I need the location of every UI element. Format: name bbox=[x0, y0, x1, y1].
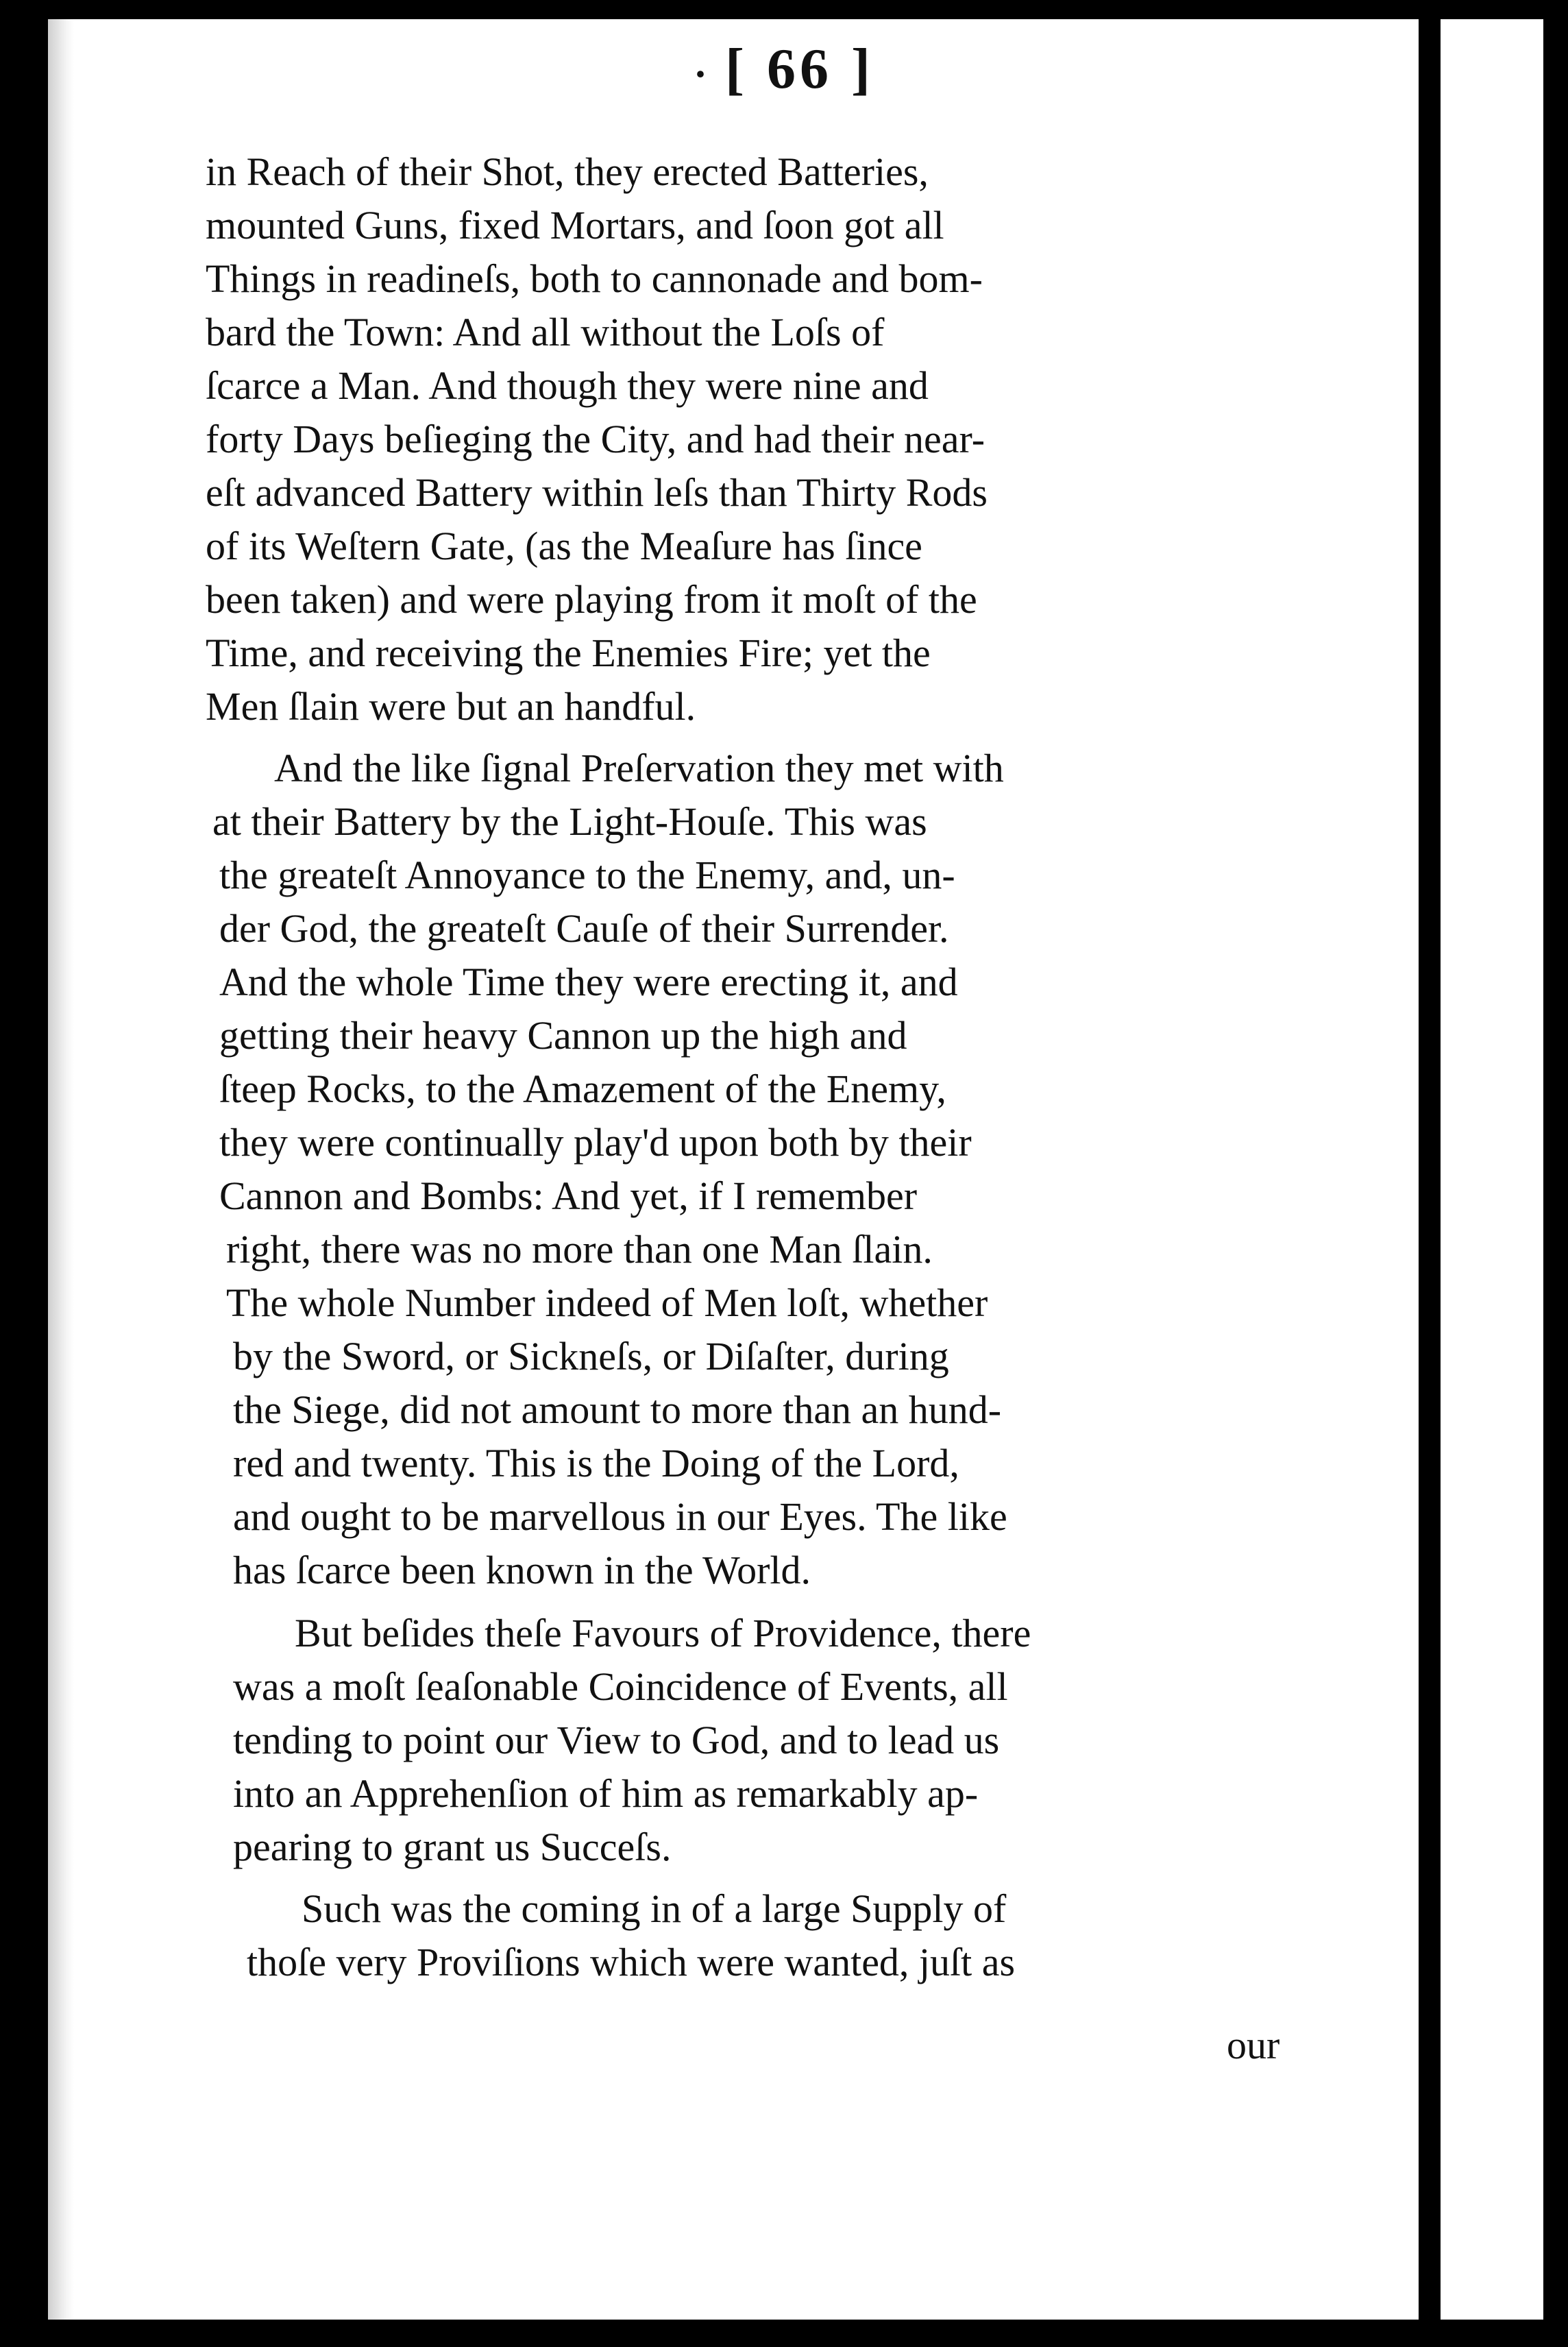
text-line: the Siege, did not amount to more than an hund- bbox=[233, 1387, 1002, 1432]
text-line: Things in readineſs, both to cannonade and bom- bbox=[206, 256, 983, 301]
text-line: at their Battery by the Light-Houſe. This was bbox=[212, 799, 927, 844]
text-line: of its Weſtern Gate, (as the Meaſure has ſince bbox=[206, 524, 922, 568]
text-line: was a moſt ſeaſonable Coincidence of Events, all bbox=[233, 1664, 1008, 1709]
page-number-header bbox=[0, 36, 1568, 102]
text-line: Time, and receiving the Enemies Fire; yet the bbox=[206, 631, 931, 675]
text-line: bard the Town: And all without the Loſs of bbox=[206, 310, 885, 354]
text-line: thoſe very Proviſions which were wanted, juſt as bbox=[247, 1940, 1016, 1984]
text-line: getting their heavy Cannon up the high and bbox=[219, 1013, 907, 1058]
text-line: mounted Guns, fixed Mortars, and ſoon got all bbox=[206, 203, 944, 247]
catchword: our bbox=[1227, 2023, 1280, 2067]
text-line: forty Days beſieging the City, and had their near- bbox=[206, 417, 985, 461]
text-line: ſteep Rocks, to the Amazement of the Enemy, bbox=[219, 1067, 946, 1111]
text-line: has ſcarce been known in the World. bbox=[233, 1548, 811, 1592]
text-line: red and twenty. This is the Doing of the Lord, bbox=[233, 1441, 959, 1485]
text-line: eſt advanced Battery within leſs than Thirty Rods bbox=[206, 470, 988, 515]
text-line: And the like ſignal Preſervation they met with bbox=[274, 746, 1004, 790]
header-dot: · bbox=[694, 51, 712, 97]
text-line: into an Apprehenſion of him as remarkably ap- bbox=[233, 1771, 979, 1816]
text-line: Cannon and Bombs: And yet, if I remember bbox=[219, 1174, 918, 1218]
page-number: [ 66 ] bbox=[725, 37, 874, 101]
text-line: tending to point our View to God, and to lead us bbox=[233, 1718, 1000, 1762]
text-line: ſcarce a Man. And though they were nine and bbox=[206, 363, 929, 408]
text-line: the greateſt Annoyance to the Enemy, and, un- bbox=[219, 853, 955, 897]
text-line: in Reach of their Shot, they erected Batteries, bbox=[206, 149, 929, 194]
text-line: And the whole Time they were erecting it, and bbox=[219, 960, 958, 1004]
text-line: right, there was no more than one Man ſlain. bbox=[226, 1227, 933, 1272]
text-line: Men ſlain were but an handful. bbox=[206, 684, 696, 729]
text-line: by the Sword, or Sickneſs, or Diſaſter, during bbox=[233, 1334, 949, 1378]
text-line: and ought to be marvellous in our Eyes. The like bbox=[233, 1494, 1007, 1539]
text-line: der God, the greateſt Cauſe of their Surrender. bbox=[219, 906, 949, 951]
text-line: But beſides theſe Favours of Providence, there bbox=[295, 1611, 1031, 1655]
text-line: been taken) and were playing from it moſt of the bbox=[206, 577, 977, 622]
text-line: they were continually play'd upon both by their bbox=[219, 1120, 972, 1165]
text-line: The whole Number indeed of Men loſt, whether bbox=[226, 1280, 988, 1325]
text-line: Such was the coming in of a large Supply of bbox=[302, 1886, 1007, 1931]
text-line: pearing to grant us Succeſs. bbox=[233, 1825, 672, 1869]
